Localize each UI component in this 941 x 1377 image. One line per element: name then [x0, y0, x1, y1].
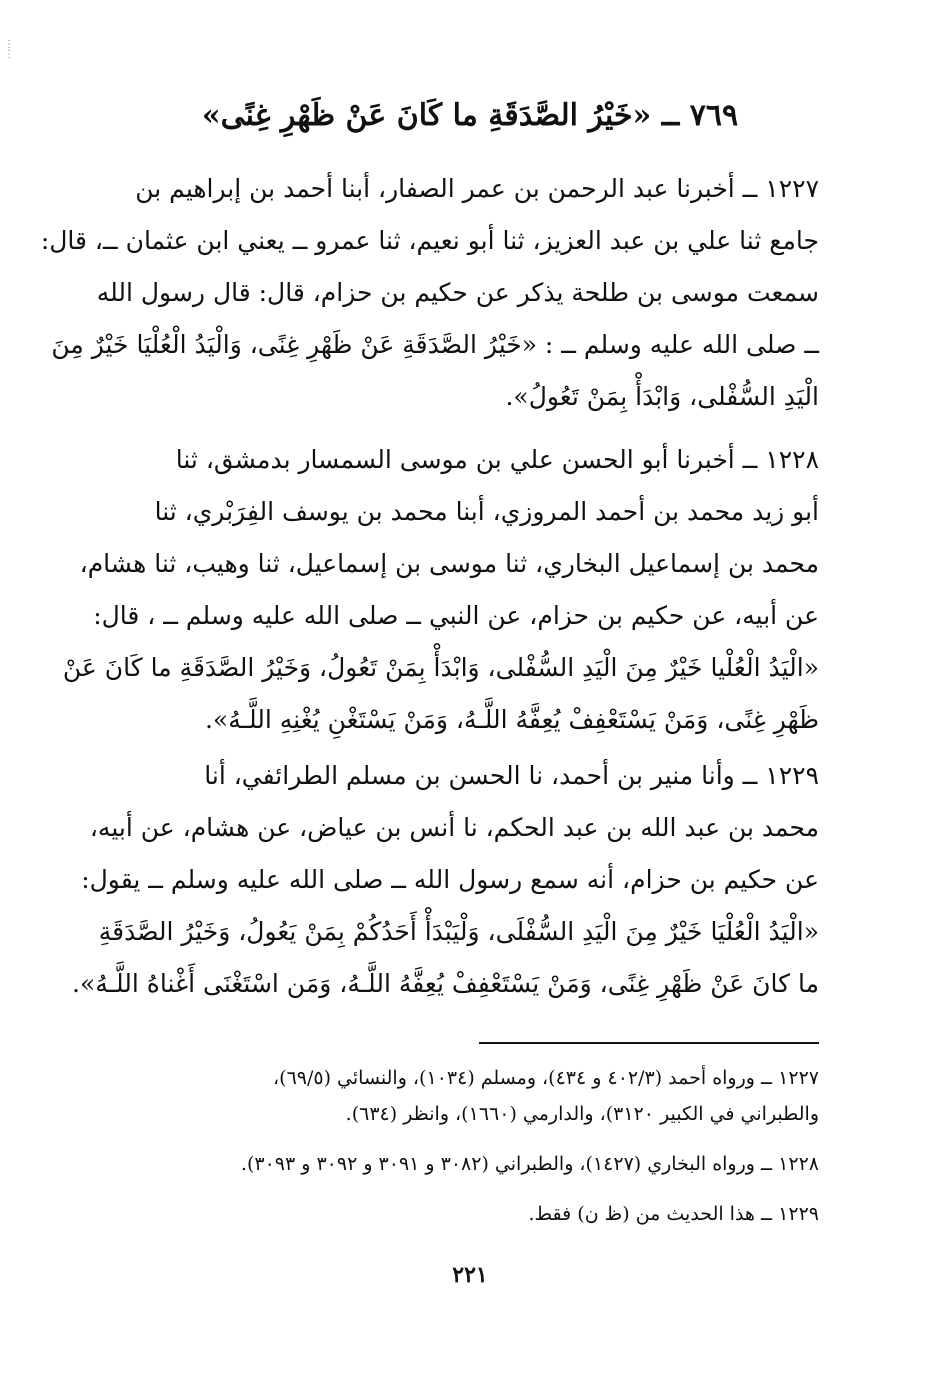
- hadith-line: ما كانَ عَنْ ظَهْرِ غِنًى، وَمَنْ يَسْتَعْفِفْ يُعِفَّهُ اللَّـهُ، وَمَن اسْتَغْنَى أَغْناهُ اللَّـهُ».: [72, 969, 819, 998]
- footnote-1227: [114, 1060, 819, 1132]
- hadith-line: ظَهْرِ غِنًى، وَمَنْ يَسْتَعْفِفْ يُعِفَّهُ اللَّـهُ، وَمَنْ يَسْتَغْنِ يُغْنِهِ اللَّـهُ».: [204, 705, 819, 734]
- hadith-1228: [62, 434, 819, 746]
- hadith-line: الْيَدِ السُّفْلى، وَابْدَأْ بِمَنْ تَعُولُ».: [505, 382, 819, 411]
- hadith-line: أبو زيد محمد بن أحمد المروزي، أبنا محمد بن يوسف الفِرَبْري، ثنا: [154, 497, 819, 526]
- hadith-line: ١٢٢٩ ــ وأنا منير بن أحمد، نا الحسن بن مسلم الطرائفي، أنا: [204, 761, 819, 790]
- footnote-divider: [479, 1042, 819, 1044]
- hadith-line: محمد بن عبد الله بن عبد الحكم، نا أنس بن عياض، عن هشام، عن أبيه،: [89, 813, 819, 842]
- page-number: ٢٢١: [452, 1262, 488, 1288]
- footnote-1228: [114, 1146, 819, 1182]
- footnote-line: ١٢٢٩ ــ هذا الحديث من (ظ ن) فقط.: [528, 1203, 819, 1225]
- hadith-1229: [72, 750, 819, 1010]
- footnote-line: ١٢٢٧ ــ ورواه أحمد (٤٠٢/٣ و ٤٣٤)، ومسلم (١٠٣٤)، والنسائي (٦٩/٥)،: [273, 1067, 819, 1089]
- hadith-line: ــ صلى الله عليه وسلم ــ : «خَيْرُ الصَّدَقَةِ عَنْ ظَهْرِ غِنًى، وَالْيَدُ الْعُلْيَا خَيْرٌ مِنَ: [51, 330, 819, 359]
- margin-mark: ⋮ ⋮: [4, 39, 14, 60]
- hadith-line: سمعت موسى بن طلحة يذكر عن حكيم بن حزام، قال: قال رسول الله: [96, 278, 819, 307]
- hadith-1227: [40, 163, 819, 423]
- footnote-line: والطبراني في الكبير ٣١٢٠)، والدارمي (١٦٦٠)، وانظر (٦٣٤).: [345, 1103, 819, 1125]
- footnotes: [114, 1060, 819, 1246]
- hadith-line: «الْيَدُ الْعُلْيَا خَيْرٌ مِنَ الْيَدِ السُّفْلَى، وَلْيَبْدَأْ أَحَدُكُمْ بِمَنْ يَعُولُ، وَخَيْرُ الصَّدَقَةِ: [98, 917, 819, 946]
- footnote-line: ١٢٢٨ ــ ورواه البخاري (١٤٢٧)، والطبراني (٣٠٨٢ و ٣٠٩١ و ٣٠٩٢ و ٣٠٩٣).: [240, 1153, 819, 1175]
- chapter-heading: ٧٦٩ ــ «خَيْرُ الصَّدَقَةِ ما كَانَ عَنْ ظَهْرِ غِنًى»: [201, 98, 739, 133]
- hadith-line: ١٢٢٨ ــ أخبرنا أبو الحسن علي بن موسى السمسار بدمشق، ثنا: [175, 445, 819, 474]
- footnote-1229: [114, 1196, 819, 1232]
- hadith-line: محمد بن إسماعيل البخاري، ثنا موسى بن إسماعيل، ثنا وهيب، ثنا هشام،: [79, 549, 819, 578]
- hadith-line: عن أبيه، عن حكيم بن حزام، عن النبي ــ صلى الله عليه وسلم ــ ، قال:: [93, 601, 819, 630]
- hadith-line: ١٢٢٧ ــ أخبرنا عبد الرحمن بن عمر الصفار، أبنا أحمد بن إبراهيم بن: [135, 174, 819, 203]
- hadith-line: جامع ثنا علي بن عبد العزيز، ثنا أبو نعيم، ثنا عمرو ــ يعني ابن عثمان ــ، قال:: [40, 226, 819, 255]
- hadith-line: عن حكيم بن حزام، أنه سمع رسول الله ــ صلى الله عليه وسلم ــ يقول:: [81, 865, 819, 894]
- hadith-line: «الْيَدُ الْعُلْيا خَيْرٌ مِنَ الْيَدِ السُّفْلى، وَابْدَأْ بِمَنْ تَعُولُ، وَخَيْرُ الصَّدَقَةِ ما كَانَ عَنْ: [62, 653, 819, 682]
